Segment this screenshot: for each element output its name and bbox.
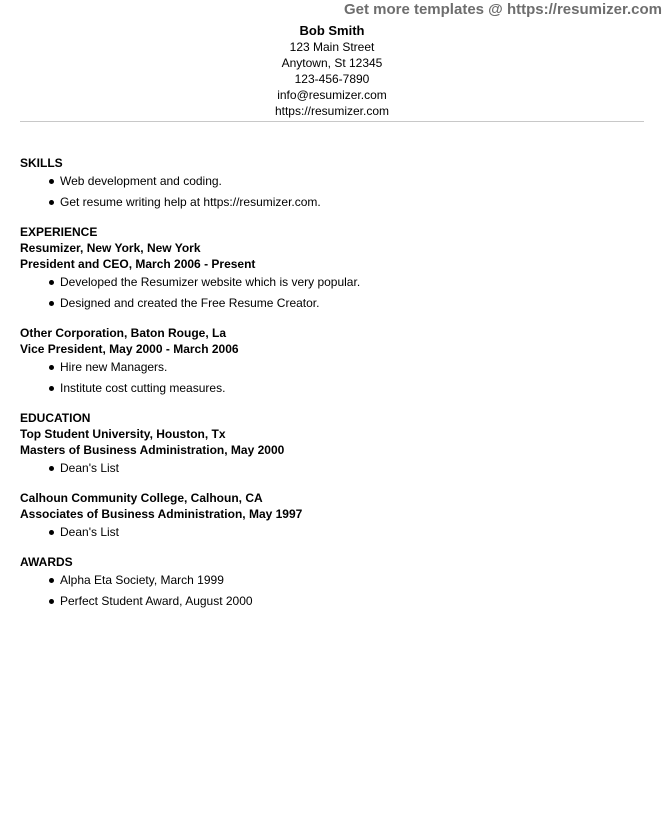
list-item: Dean's List — [20, 524, 644, 540]
list-item: Institute cost cutting measures. — [20, 380, 644, 396]
entry-list — [20, 524, 644, 540]
list-item: Perfect Student Award, August 2000 — [20, 593, 644, 609]
list-item: Dean's List — [20, 460, 644, 476]
section-title: EXPERIENCE — [20, 225, 98, 239]
entry-organization: Other Corporation, Baton Rouge, La — [20, 326, 226, 340]
resume-header — [0, 22, 664, 119]
list-item: Alpha Eta Society, March 1999 — [20, 572, 644, 588]
education-entry — [20, 426, 644, 476]
resume-body — [20, 155, 644, 623]
entry-role: Masters of Business Administration, May 2000 — [20, 443, 285, 457]
section-title: EDUCATION — [20, 411, 91, 425]
website-line[interactable]: https://resumizer.com — [274, 104, 390, 118]
email-line[interactable]: info@resumizer.com — [277, 88, 387, 102]
entry-role: Associates of Business Administration, May 1997 — [20, 507, 303, 521]
city-line: Anytown, St 12345 — [281, 56, 383, 70]
list-item: Developed the Resumizer website which is very popular. — [20, 274, 644, 290]
entry-role: Vice President, May 2000 - March 2006 — [20, 342, 239, 356]
entry-organization: Calhoun Community College, Calhoun, CA — [20, 491, 263, 505]
header-divider — [20, 121, 644, 122]
experience-section — [20, 224, 644, 396]
entry-list — [20, 359, 644, 396]
list-item: Designed and created the Free Resume Creator. — [20, 295, 644, 311]
list-item: Web development and coding. — [20, 173, 644, 189]
awards-section — [20, 554, 644, 609]
section-title: AWARDS — [20, 555, 73, 569]
entry-organization: Top Student University, Houston, Tx — [20, 427, 226, 441]
entry-role: President and CEO, March 2006 - Present — [20, 257, 256, 271]
education-section — [20, 410, 644, 540]
address-line: 123 Main Street — [289, 40, 375, 54]
entry-list — [20, 460, 644, 476]
entry-list — [20, 274, 644, 311]
skills-section — [20, 155, 644, 210]
experience-entry — [20, 240, 644, 311]
skills-list — [20, 173, 644, 210]
list-item: Hire new Managers. — [20, 359, 644, 375]
awards-list — [20, 572, 644, 609]
education-entry — [20, 490, 644, 540]
experience-entry — [20, 325, 644, 396]
phone-line: 123-456-7890 — [294, 72, 370, 86]
candidate-name: Bob Smith — [299, 23, 365, 38]
entry-organization: Resumizer, New York, New York — [20, 241, 201, 255]
list-item: Get resume writing help at https://resumizer.com. — [20, 194, 644, 210]
watermark-link[interactable]: Get more templates @ https://resumizer.com — [343, 1, 662, 18]
section-title: SKILLS — [20, 156, 63, 170]
